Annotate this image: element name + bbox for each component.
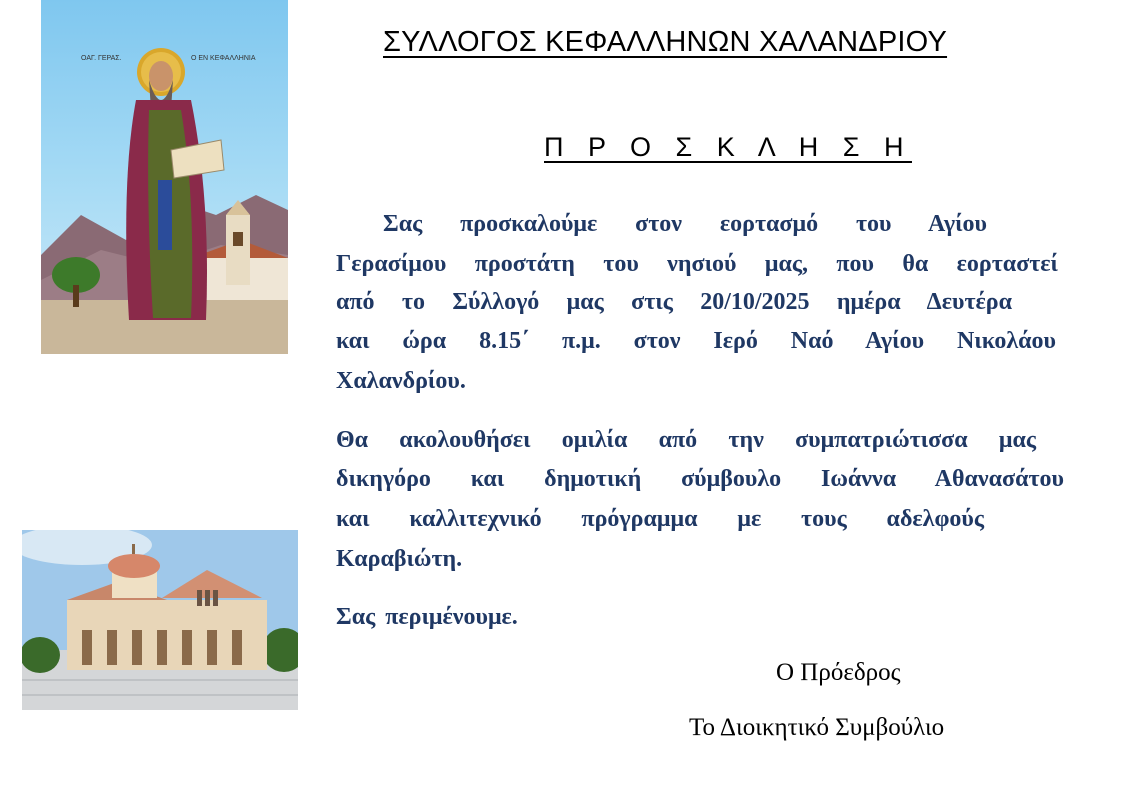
paragraph1-line3: από το Σύλλογό μας στις 20/10/2025 ημέρα Δευτέρα bbox=[336, 289, 1012, 315]
closing-text: Σας περιμένουμε. bbox=[336, 604, 518, 630]
icon-caption-right: Ο ΕΝ ΚΕΦΑΛΛΗΝΙΑ bbox=[191, 55, 256, 62]
signature-board: Το Διοικητικό Συμβούλιο bbox=[689, 714, 945, 741]
paragraph2-line3: και καλλιτεχνικό πρόγραμμα με τους αδελφούς bbox=[336, 506, 984, 532]
icon-caption-left: ΟΑΓ. ΓΕΡΑΣ. bbox=[81, 55, 122, 62]
signature-president: Ο Πρόεδρος bbox=[776, 659, 901, 686]
paragraph2-line4: Καραβιώτη. bbox=[336, 546, 463, 572]
paragraph1-line2: Γερασίμου προστάτη του νησιού μας, που θα εορταστεί bbox=[336, 251, 1058, 277]
organization-title: ΣΥΛΛΟΓΟΣ ΚΕΦΑΛΛΗΝΩΝ ΧΑΛΑΝΔΡΙΟΥ bbox=[383, 26, 948, 58]
paragraph1-line1: Σας προσκαλούμε στον εορτασμό του Αγίου bbox=[383, 211, 987, 237]
paragraph2-line1: Θα ακολουθήσει ομιλία από την συμπατριώτισσα μας bbox=[336, 427, 1036, 453]
church-photo-image bbox=[22, 530, 298, 710]
paragraph1-line4: και ώρα 8.15΄ π.μ. στον Ιερό Ναό Αγίου Νικολάου bbox=[336, 328, 1056, 354]
paragraph1-line5: Χαλανδρίου. bbox=[336, 368, 466, 394]
saint-gerasimos-icon-image bbox=[41, 0, 288, 354]
invitation-title: Π Ρ Ο Σ Κ Λ Η Σ Η bbox=[544, 132, 912, 162]
paragraph2-line2: δικηγόρο και δημοτική σύμβουλο Ιωάννα Αθανασάτου bbox=[336, 466, 1064, 492]
